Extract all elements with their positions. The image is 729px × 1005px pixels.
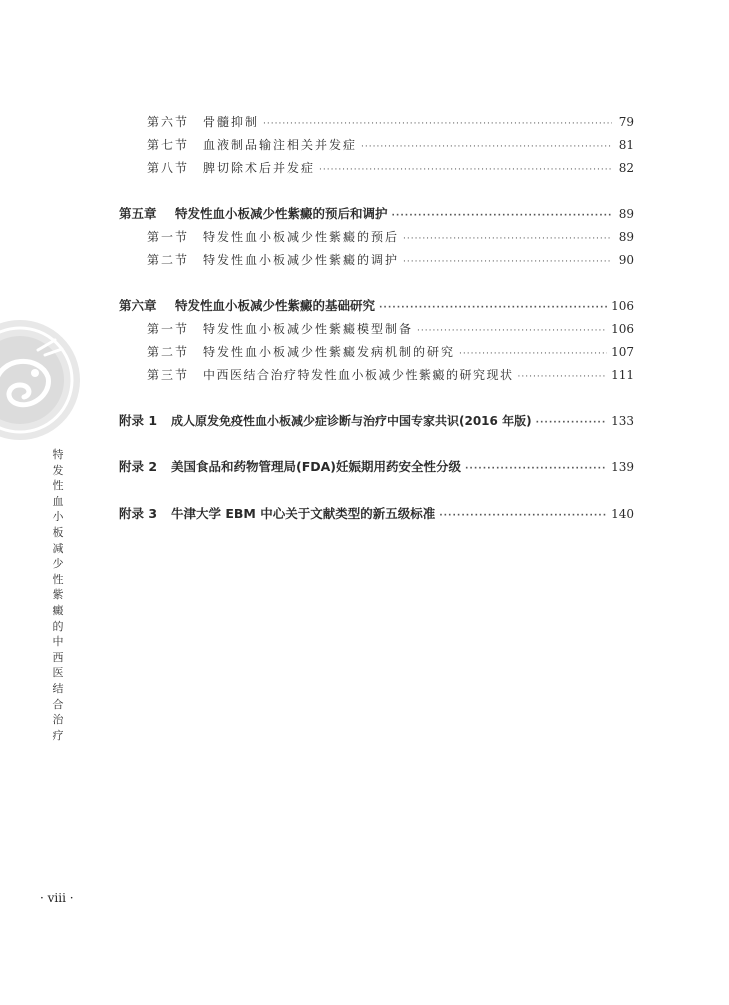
dot-leader	[417, 323, 607, 339]
toc-entry-title: 成人原发免疫性血小板减少症诊断与治疗中国专家共识(2016 年版)	[171, 414, 532, 428]
toc-entry-page: 89	[618, 230, 634, 244]
toc-entry-section-7[interactable]	[147, 137, 634, 155]
toc-entry-title: 血液制品输注相关并发症	[203, 138, 358, 152]
seal-emblem-icon	[0, 315, 95, 445]
toc-entry-number: 第六节	[147, 115, 190, 129]
toc-entry-number: 附录 1	[119, 413, 158, 428]
toc-entry-appendix-2[interactable]	[119, 459, 634, 477]
toc-entry-ch6-section-3[interactable]	[147, 367, 634, 385]
dot-leader	[518, 369, 608, 385]
toc-entry-ch6-section-2[interactable]	[147, 344, 634, 362]
toc-entry-page: 82	[618, 161, 634, 175]
toc-entry-title: 特发性血小板减少性紫癜的预后和调护	[175, 206, 388, 221]
toc-entry-title: 脾切除术后并发症	[203, 161, 316, 175]
toc-entry-page: 111	[611, 368, 634, 382]
dot-leader	[536, 415, 608, 431]
toc-entry-number: 第三节	[147, 368, 190, 382]
toc-entry-title: 牛津大学 EBM 中心关于文献类型的新五级标准	[171, 506, 436, 521]
toc-entry-section-6[interactable]	[147, 114, 634, 132]
toc-entry-title: 特发性血小板减少性紫癜发病机制的研究	[203, 345, 456, 359]
toc-entry-number: 第六章	[119, 298, 157, 313]
toc-entry-number: 第二节	[147, 345, 190, 359]
dot-leader	[439, 508, 607, 524]
toc-entry-number: 第二节	[147, 253, 190, 267]
dot-leader	[403, 231, 612, 247]
toc-entry-number: 第七节	[147, 138, 190, 152]
toc-entry-appendix-1[interactable]	[119, 413, 634, 431]
toc-entry-title: 特发性血小板减少性紫癜的预后	[203, 230, 400, 244]
toc-entry-number: 第五章	[119, 206, 157, 221]
toc-entry-ch6-section-1[interactable]	[147, 321, 634, 339]
toc-entry-title: 美国食品和药物管理局(FDA)妊娠期用药安全性分级	[171, 459, 462, 474]
dot-leader	[361, 139, 612, 155]
toc-entry-page: 81	[618, 138, 634, 152]
dot-leader	[263, 116, 612, 132]
toc-entry-chapter-5[interactable]	[119, 206, 634, 224]
toc-entry-title: 特发性血小板减少性紫癜的调护	[203, 253, 400, 267]
toc-entry-page: 133	[611, 414, 634, 428]
toc-entry-page: 139	[611, 460, 634, 474]
toc-entry-ch5-section-2[interactable]	[147, 252, 634, 270]
toc-entry-section-8[interactable]	[147, 160, 634, 178]
toc-entry-page: 106	[611, 322, 634, 336]
toc-entry-page: 90	[618, 253, 634, 267]
toc-entry-page: 89	[618, 207, 634, 221]
dot-leader	[379, 300, 607, 316]
toc-entry-ch5-section-1[interactable]	[147, 229, 634, 247]
toc-entry-number: 附录 3	[119, 506, 158, 521]
dot-leader	[403, 254, 612, 270]
toc-entry-appendix-3[interactable]	[119, 506, 634, 524]
page-number: · viii ·	[40, 891, 74, 905]
dot-leader	[459, 346, 607, 362]
toc-entry-chapter-6[interactable]	[119, 298, 634, 316]
toc-entry-page: 106	[611, 299, 634, 313]
toc-entry-title: 中西医结合治疗特发性血小板减少性紫癜的研究现状	[203, 368, 514, 382]
toc-entry-number: 第一节	[147, 322, 190, 336]
toc-entry-number: 第八节	[147, 161, 190, 175]
toc-entry-page: 140	[611, 507, 634, 521]
dot-leader	[319, 162, 612, 178]
dot-leader	[392, 208, 612, 224]
toc-entry-number: 附录 2	[119, 459, 158, 474]
toc-entry-title: 骨髓抑制	[203, 115, 260, 129]
side-book-title: 特发性血小板减少性紫癜的中西医结合治疗	[52, 448, 64, 742]
toc-entry-page: 79	[618, 115, 634, 129]
toc-entry-title: 特发性血小板减少性紫癜模型制备	[203, 322, 414, 336]
toc-entry-title: 特发性血小板减少性紫癜的基础研究	[175, 298, 376, 313]
toc-entry-page: 107	[611, 345, 634, 359]
toc-entry-number: 第一节	[147, 230, 190, 244]
dot-leader	[465, 461, 607, 477]
